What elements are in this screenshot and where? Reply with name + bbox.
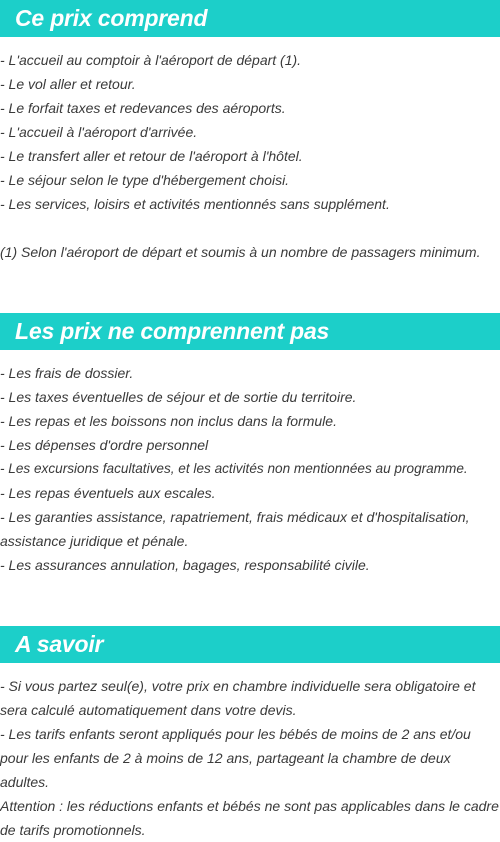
list-item: - L'accueil au comptoir à l'aéroport de départ (1). [0, 52, 302, 68]
footnote: (1) Selon l'aéroport de départ et soumis à un nombre de passagers minimum. [0, 244, 481, 260]
list-item: - Les excursions facultatives, et les activités non mentionnées au programme. [0, 461, 468, 476]
section-price-excludes [0, 313, 500, 577]
list-item: - Les garanties assistance, rapatriement, frais médicaux et d'hospitalisation, assistance juridique et pénale. [0, 509, 470, 549]
section-banner [0, 313, 500, 350]
list-item: - Les frais de dossier. [0, 365, 134, 381]
list-item: - Les repas éventuels aux escales. [0, 485, 216, 501]
list-item: - Les services, loisirs et activités mentionnés sans supplément. [0, 196, 390, 212]
list-item: - Les assurances annulation, bagages, responsabilité civile. [0, 557, 370, 573]
list-item: - Si vous partez seul(e), votre prix en chambre individuelle sera obligatoire et sera calculé automatiquement dans votre devis. [0, 678, 476, 718]
list-item: - Le vol aller et retour. [0, 76, 136, 92]
list-item: - L'accueil à l'aéroport d'arrivée. [0, 124, 198, 140]
list-item: - Les tarifs enfants seront appliqués pour les bébés de moins de 2 ans et/ou pour les enfants de 2 à moins de 12 ans, partageant la chambre de deux adultes. [0, 726, 471, 790]
section-good-to-know [0, 626, 500, 842]
section-title: Les prix ne comprennent pas [15, 318, 330, 344]
section-body [0, 37, 500, 264]
section-title: A savoir [15, 631, 104, 657]
list-item: - Les repas et les boissons non inclus dans la formule. [0, 413, 337, 429]
list-item: - Les taxes éventuelles de séjour et de sortie du territoire. [0, 389, 357, 405]
list-item: - Le forfait taxes et redevances des aéroports. [0, 100, 286, 116]
list-item: - Le transfert aller et retour de l'aéroport à l'hôtel. [0, 148, 303, 164]
section-banner [0, 626, 500, 663]
list-item: - Les dépenses d'ordre personnel [0, 437, 209, 453]
list-item: Attention : les réductions enfants et bébés ne sont pas applicables dans le cadre de tarifs promotionnels. [0, 798, 499, 838]
section-title: Ce prix comprend [15, 5, 208, 31]
section-price-includes [0, 0, 500, 264]
section-body [0, 350, 500, 577]
section-banner [0, 0, 500, 37]
list-item: - Le séjour selon le type d'hébergement choisi. [0, 172, 290, 188]
section-body [0, 663, 500, 842]
